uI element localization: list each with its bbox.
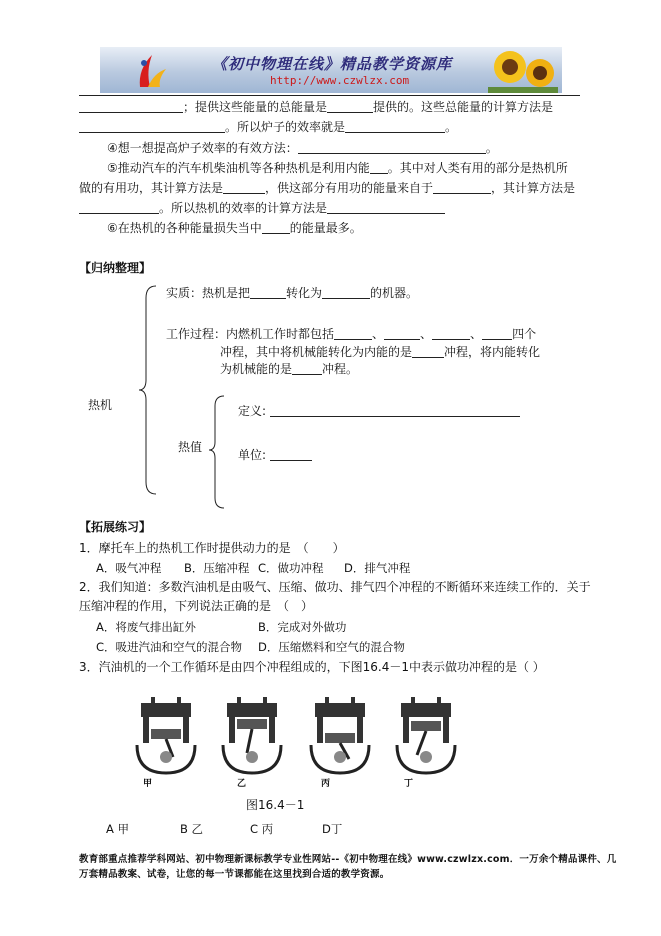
blank[interactable] <box>345 120 445 133</box>
q2-option-a[interactable]: A．将废气排出缸外 <box>96 620 196 634</box>
engine-label-jia: 甲 <box>143 779 153 789</box>
blank[interactable] <box>412 345 444 358</box>
engine-label-yi: 乙 <box>237 779 247 789</box>
energy-line-2: 。所以炉子的效率就是 。 <box>79 120 457 134</box>
unit-line: 单位: <box>238 448 312 462</box>
blank[interactable] <box>270 404 520 417</box>
engine-label-bing: 丙 <box>321 779 331 789</box>
inner-brace <box>208 394 226 510</box>
question-2-line-2: 压缩冲程的作用，下列说法正确的是 （ ） <box>79 599 314 613</box>
sunflower-icon <box>488 47 558 93</box>
q3-option-b[interactable]: B 乙 <box>180 822 204 836</box>
footer-text: 教育部重点推荐学科网站、初中物理新课标教学专业性网站--《初中物理在线》www.czwlzx.com．一万余个精品课件、几万套精品教案、试卷，让您的每一节课都能在这里找到合适的教学资源。 <box>79 854 617 880</box>
blank[interactable] <box>79 100 183 113</box>
item-4: ④想一想提高炉子效率的有效方法： 。 <box>107 141 498 155</box>
q1-option-d[interactable]: D．排气冲程 <box>344 561 411 575</box>
blank[interactable] <box>79 120 225 133</box>
heat-value-label: 热值 <box>178 440 203 454</box>
blank[interactable] <box>370 161 388 174</box>
top-rule <box>79 95 580 96</box>
blank[interactable] <box>250 286 286 299</box>
outer-brace <box>138 284 158 496</box>
question-1: 1．摩托车上的热机工作时提供动力的是 （ ） <box>79 541 345 555</box>
banner-url[interactable]: http://www.czwlzx.com <box>270 74 410 87</box>
process-line-3: 为机械能的是 冲程。 <box>220 362 359 376</box>
engine-diagram-yi <box>213 697 291 775</box>
blank[interactable] <box>262 221 290 234</box>
blank[interactable] <box>298 141 486 154</box>
q3-option-a[interactable]: A 甲 <box>106 822 130 836</box>
blank[interactable] <box>292 362 322 375</box>
q2-option-b[interactable]: B．完成对外做功 <box>258 620 347 634</box>
q2-option-c[interactable]: C．吸进汽油和空气的混合物 <box>96 640 243 654</box>
blank[interactable] <box>223 181 265 194</box>
banner-title: 《初中物理在线》精品教学资源库 <box>212 55 453 73</box>
blank[interactable] <box>433 181 491 194</box>
blank[interactable] <box>384 327 420 340</box>
definition-line: 定义: <box>238 404 520 418</box>
item-5-line-3: 。所以热机的效率的计算方法是 <box>79 201 445 215</box>
q2-option-d[interactable]: D．压缩燃料和空气的混合物 <box>258 640 405 654</box>
question-2-line-1: 2．我们知道：多数汽油机是由吸气、压缩、做功、排气四个冲程的不断循环来连续工作的．关于 <box>79 580 591 594</box>
item-5-line-1: ⑤推动汽车的汽车机柴油机等各种热机是利用内能 。其中对人类有用的部分是热机所 <box>107 161 568 175</box>
blank[interactable] <box>327 201 445 214</box>
header-banner <box>100 47 562 93</box>
blank[interactable] <box>334 327 372 340</box>
summary-heading: 【归纳整理】 <box>79 261 152 275</box>
blank[interactable] <box>270 448 312 461</box>
logo-icon <box>134 51 170 91</box>
q1-option-b[interactable]: B．压缩冲程 <box>184 561 250 575</box>
question-3: 3．汽油机的一个工作循环是由四个冲程组成的，下图16.4－1中表示做功冲程的是（ ） <box>79 660 545 674</box>
blank[interactable] <box>327 100 373 113</box>
blank[interactable] <box>79 201 159 214</box>
engine-diagram-bing <box>301 697 379 775</box>
practice-heading: 【拓展练习】 <box>79 520 152 534</box>
q3-option-d[interactable]: D丁 <box>322 822 343 836</box>
q1-option-a[interactable]: A．吸气冲程 <box>96 561 162 575</box>
engine-diagram-ding <box>387 697 465 775</box>
process-line-1: 工作过程：内燃机工作时都包括 、 、 、 四个 <box>166 327 537 341</box>
item-5-line-2: 做的有用功，其计算方法是 ，供这部分有用功的能量来自于 ，其计算方法是 <box>79 181 576 195</box>
root-label: 热机 <box>88 398 113 412</box>
q3-option-c[interactable]: C 丙 <box>250 822 274 836</box>
blank[interactable] <box>322 286 370 299</box>
engine-label-ding: 丁 <box>404 779 414 789</box>
blank[interactable] <box>432 327 470 340</box>
item-6: ⑥在热机的各种能量损失当中 的能量最多。 <box>107 221 362 235</box>
engine-diagram-jia <box>127 697 205 775</box>
essence-line: 实质：热机是把 转化为 的机器。 <box>166 286 419 300</box>
blank[interactable] <box>482 327 512 340</box>
figure-caption: 图16.4－1 <box>246 798 305 812</box>
process-line-2: 冲程，其中将机械能转化为内能的是 冲程，将内能转化 <box>220 345 541 359</box>
q1-option-c[interactable]: C．做功冲程 <box>258 561 324 575</box>
energy-line-1: ；提供这些能量的总能量是 提供的。这些总能量的计算方法是 <box>79 100 553 114</box>
